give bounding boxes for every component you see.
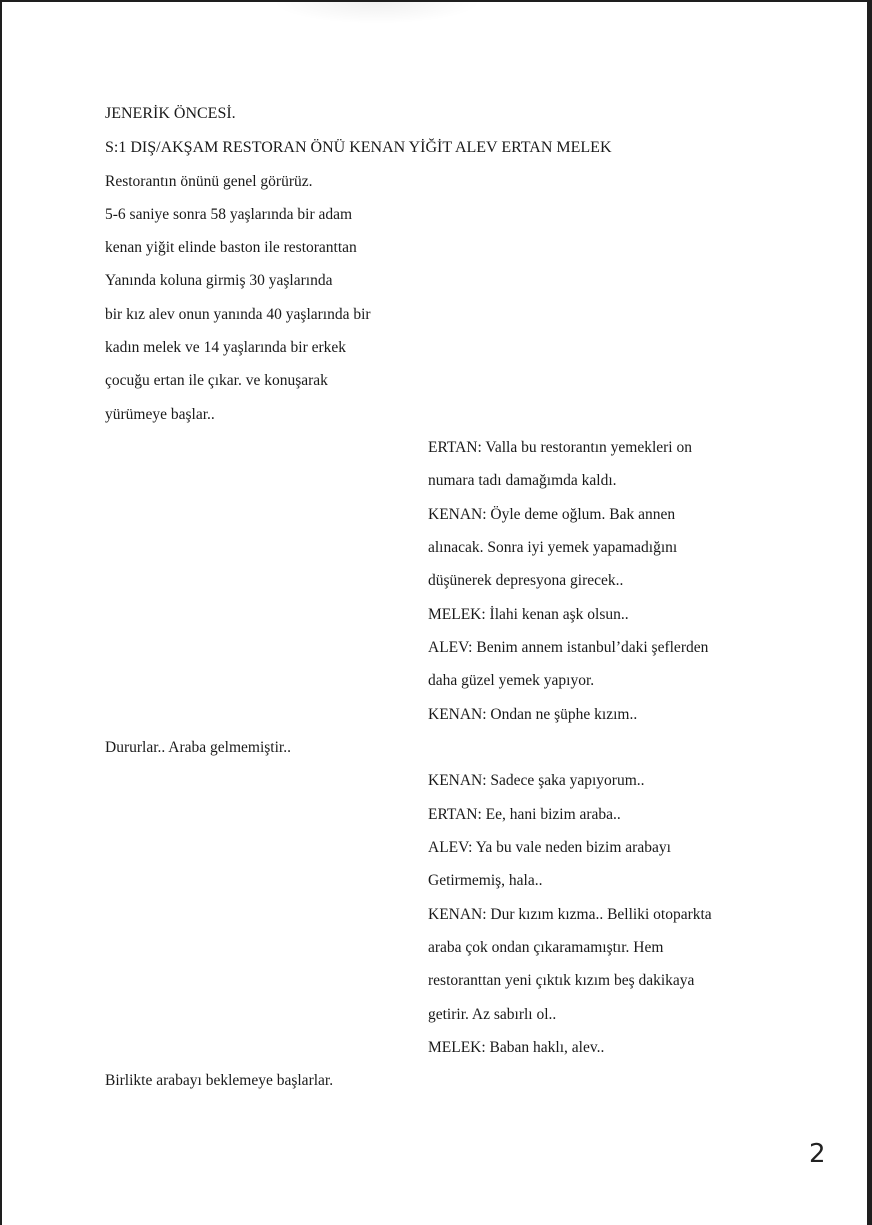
dialogue-line: alınacak. Sonra iyi yemek yapamadığını <box>428 539 678 556</box>
action-line: Restorantın önünü genel görürüz. <box>105 173 313 190</box>
dialogue-line: ERTAN: Valla bu restorantın yemekleri on <box>428 439 692 456</box>
dialogue-line: daha güzel yemek yapıyor. <box>428 672 595 689</box>
dialogue-line: numara tadı damağımda kaldı. <box>428 472 617 489</box>
pre-title: JENERİK ÖNCESİ. <box>105 105 236 122</box>
page-number: 2 <box>809 1139 826 1169</box>
action-line: 5-6 saniye sonra 58 yaşlarında bir adam <box>105 206 353 223</box>
dialogue-line: MELEK: İlahi kenan aşk olsun.. <box>428 606 629 623</box>
dialogue-line: ALEV: Benim annem istanbul’daki şeflerden <box>428 639 709 656</box>
action-line: Yanında koluna girmiş 30 yaşlarında <box>105 272 333 289</box>
dialogue-line: KENAN: Sadece şaka yapıyorum.. <box>428 772 645 789</box>
dialogue-line: Getirmemiş, hala.. <box>428 872 543 889</box>
dialogue-line: getirir. Az sabırlı ol.. <box>428 1006 557 1023</box>
action-line: Birlikte arabayı beklemeye başlarlar. <box>105 1072 334 1089</box>
action-line: bir kız alev onun yanında 40 yaşlarında bir <box>105 306 371 323</box>
scene-heading: S:1 DIŞ/AKŞAM RESTORAN ÖNÜ KENAN YİĞİT ALEV ERTAN MELEK <box>105 139 612 156</box>
document-page <box>2 2 867 1225</box>
action-line: kenan yiğit elinde baston ile restoranttan <box>105 239 357 256</box>
action-line: kadın melek ve 14 yaşlarında bir erkek <box>105 339 347 356</box>
dialogue-line: düşünerek depresyona girecek.. <box>428 572 624 589</box>
dialogue-line: MELEK: Baban haklı, alev.. <box>428 1039 605 1056</box>
page-shadow <box>272 2 482 24</box>
dialogue-line: KENAN: Öyle deme oğlum. Bak annen <box>428 506 676 523</box>
dialogue-line: ERTAN: Ee, hani bizim araba.. <box>428 806 621 823</box>
dialogue-line: KENAN: Dur kızım kızma.. Belliki otoparkta <box>428 906 712 923</box>
dialogue-line: restoranttan yeni çıktık kızım beş dakikaya <box>428 972 695 989</box>
dialogue-line: KENAN: Ondan ne şüphe kızım.. <box>428 706 638 723</box>
dialogue-line: araba çok ondan çıkaramamıştır. Hem <box>428 939 664 956</box>
dialogue-line: ALEV: Ya bu vale neden bizim arabayı <box>428 839 671 856</box>
action-line: yürümeye başlar.. <box>105 406 215 423</box>
action-line: Dururlar.. Araba gelmemiştir.. <box>105 739 291 756</box>
action-line: çocuğu ertan ile çıkar. ve konuşarak <box>105 372 328 389</box>
